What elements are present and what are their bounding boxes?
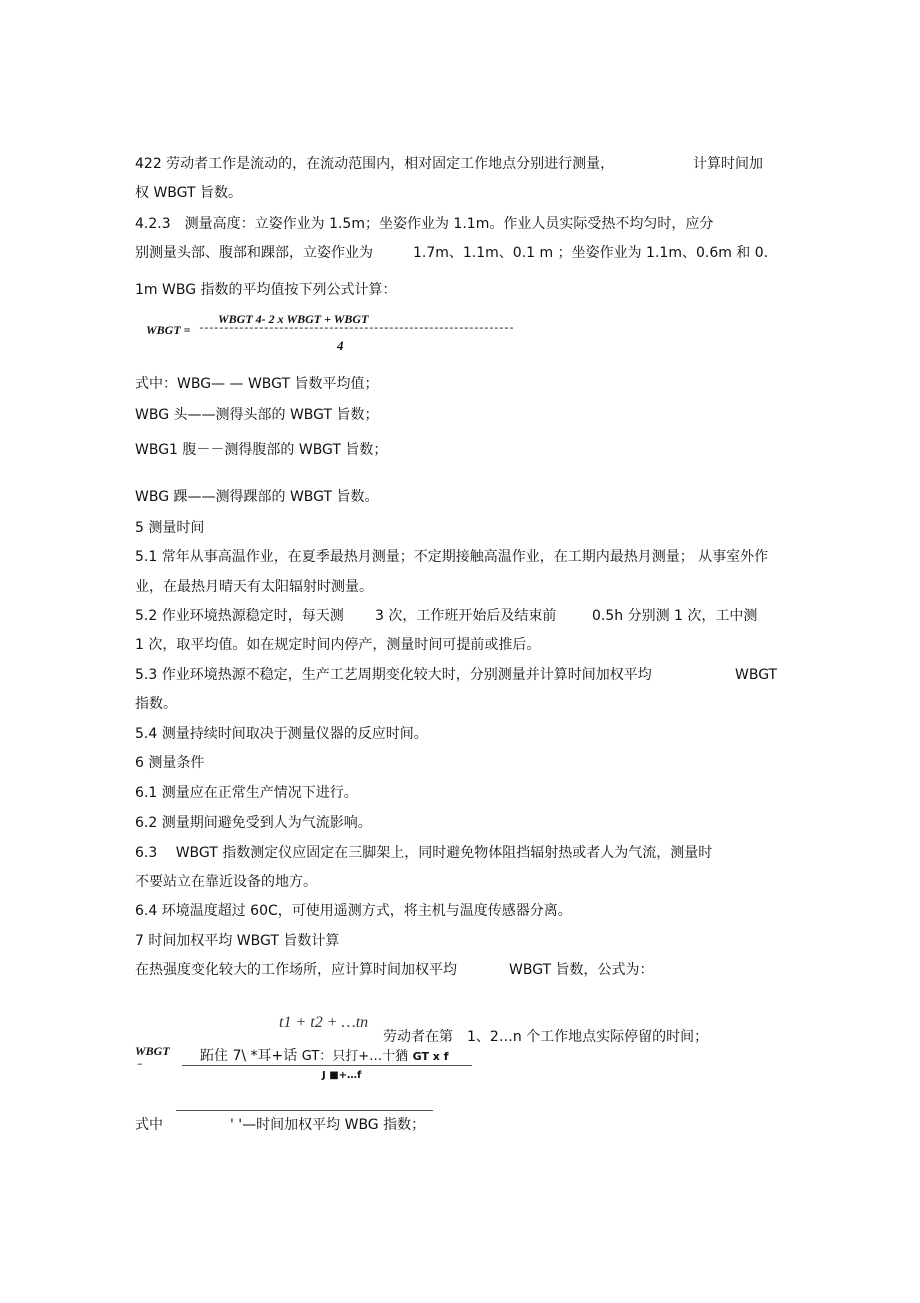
para-64: 6.4 环境温度超过 60C，可使用遥测方式，将主机与温度传感器分离。 [135,903,572,919]
section-7-heading: 7 时间加权平均 WBGT 旨数计算 [135,933,340,949]
para-423-line1: 4.2.3 测量高度：立姿作业为 1.5m；坐姿作业为 1.1m。作业人员实际受热不均匀时，应分 [135,216,714,232]
para-51-line2: 业，在最热月晴天有太阳辐射时测量。 [135,579,373,595]
para-52-line1-mid: 3 次，工作班开始后及结束前 [375,608,557,624]
where-label: 式中 [135,1117,163,1133]
para-62: 6.2 测量期间避免受到人为气流影响。 [135,815,372,831]
formula1-denominator: 4 [337,338,344,353]
para-53-line2: 指数。 [135,696,177,712]
formula2-numerator-part3: GT x f [412,1050,449,1063]
para-423-line3: 1m WBG 指数的平均值按下列公式计算： [135,282,397,298]
formula1-fraction-bar: --------------------------------------------------------------- [198,323,514,335]
para-7-line1: 在热强度变化较大的工作场所，应计算时间加权平均 [135,962,457,978]
formula2-denominator: J ■+…f [322,1070,362,1081]
para-7-line1-tail: WBGT 旨数，公式为： [509,962,654,978]
section-6-heading: 6 测量条件 [135,755,205,771]
formula1-numerator: WBGT 4- 2 x WBGT + WBGT [218,312,369,326]
para-63-line2: 不要站立在靠近设备的地方。 [135,874,317,890]
para-423-line2: 别测量头部、腹部和踝部，立姿作业为 [135,245,373,261]
para-53-line1: 5.3 作业环境热源不稳定，生产工艺周期变化较大时，分别测量并计算时间加权平均 [135,667,652,683]
formula1-lhs: WBGT = [146,323,191,337]
definition-head: WBG 头——测得头部的 WBGT 旨数； [135,407,379,423]
formula2-time-sum: t1 + t2 + …tn [279,1014,369,1031]
formula2-numerator-a [200,1046,449,1067]
section-5-heading: 5 测量时间 [135,520,205,536]
where-definition: ' '—时间加权平均 WBG 指数； [230,1117,426,1133]
para-53-line1-tail: WBGT [735,667,778,683]
para-422-line1-tail: 计算时间加 [693,156,763,172]
para-422-line1: 422 劳动者工作是流动的，在流动范围内，相对固定工作地点分别进行测量， [135,156,615,172]
formula2-note: 劳动者在第 1、2…n 个工作地点实际停留的时间； [383,1029,709,1045]
para-52-line1-tail: 0.5h 分别测 1 次，工中测 [592,608,758,624]
definition-abdomen: WBG1 腹－－测得腹部的 WBGT 旨数； [135,442,388,458]
formula2-numerator-part1: 跖住 7\ *耳+话 [200,1048,298,1064]
underline-rule [176,1110,433,1111]
para-423-line2-tail: 1.7m、1.1m、0.1 m ；坐姿作业为 1.1m、0.6m 和 0. [413,245,769,261]
formula2-lhs-sub: – [137,1057,143,1070]
para-61: 6.1 测量应在正常生产情况下进行。 [135,785,358,801]
para-54: 5.4 测量持续时间取决于测量仪器的反应时间。 [135,726,428,742]
para-422-line2: 权 WBGT 旨数。 [135,185,243,201]
formula2-lhs: WBGT [135,1044,170,1058]
para-52-line2: 1 次，取平均值。如在规定时间内停产，测量时间可提前或推后。 [135,637,541,653]
definition-average: 式中：WBG— — WBGT 旨数平均值； [135,376,379,392]
para-63-line1: 6.3 WBGT 指数测定仪应固定在三脚架上，同时避免物体阻挡辐射热或者人为气流，测量时 [135,845,713,861]
formula2-numerator-part2: GT：只打+…十猶 [301,1049,409,1064]
para-51-line1: 5.1 常年从事高温作业，在夏季最热月测量；不定期接触高温作业，在工期内最热月测量； 从事室外作 [135,549,769,565]
para-52-line1: 5.2 作业环境热源稳定时，每天测 [135,608,344,624]
definition-ankle: WBG 踝——测得踝部的 WBGT 旨数。 [135,489,379,505]
